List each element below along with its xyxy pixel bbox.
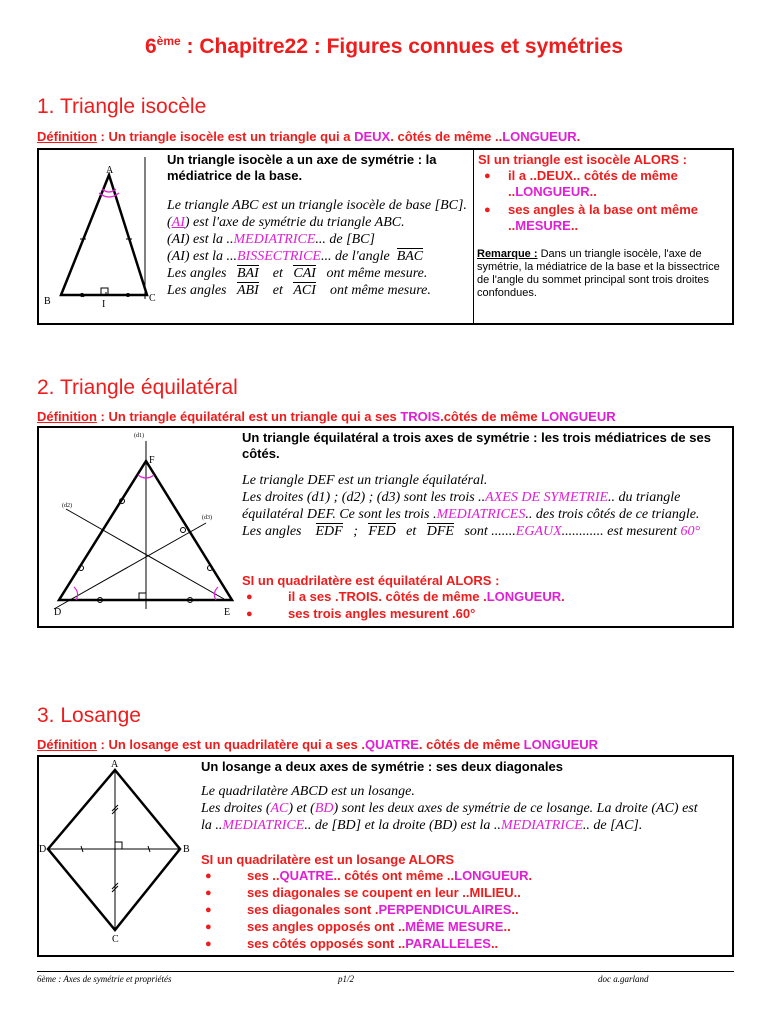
section1-definition: Définition : Un triangle isocèle est un triangle qui a DEUX. côtés de même ..LONGUEUR. [37,129,581,144]
vertex-label-b: B [183,844,190,855]
vertex-label-a: A [111,759,119,770]
rhombus-figure [38,756,198,956]
rhombus-axis-text: Un losange a deux axes de symétrie : ses deux diagonales [201,759,563,774]
isosceles-remark: Remarque : Dans un triangle isocèle, l'axe de symétrie, la médiatrice de la base et la bissectrice de l'angle du sommet principal sont trois droites confondues. [477,248,720,299]
equilateral-properties-list [242,589,722,622]
list-item: ● ses ..QUATRE.. côtés ont même ..LONGUEUR. [201,868,701,884]
section3-definition: Définition : Un losange est un quadrilatère qui a ses .QUATRE. côtés de même LONGUEUR [37,737,599,752]
page-title: 6ème : Chapitre22 : Figures connues et symétries [144,34,624,58]
list-item: ● ses côtés opposés sont ..PARALLELES.. [201,936,701,952]
list-item: ● ses diagonales se coupent en leur ..MILIEU.. [201,885,701,901]
vertex-label-a: A [106,165,114,176]
rhombus-properties-list [201,868,701,952]
list-item: ● ses angles à la base ont même ..MESURE.. [480,202,730,234]
footer-left: 6ème : Axes de symétrie et propriétés [37,974,172,984]
list-item: ● ses angles opposés ont ..MÊME MESURE.. [201,919,701,935]
isosceles-properties-list [480,168,730,234]
vertex-label-e: E [224,607,231,618]
section1-heading: 1. Triangle isocèle [37,95,207,118]
section2-definition: Définition : Un triangle équilatéral est un triangle qui a ses TROIS.côtés de même LONGUEUR [37,409,616,424]
equilateral-si-heading: SI un quadrilatère est équilatéral ALORS : [242,573,500,588]
section2-heading: 2. Triangle équilatéral [37,376,238,399]
list-item: ● ses trois angles mesurent .60° [242,606,722,622]
vertex-label-d: D [39,844,47,855]
rhombus-si-heading: SI un quadrilatère est un losange ALORS [201,852,455,867]
axis-label-d3: (d3) [202,515,212,521]
vertex-label-b: B [44,296,51,307]
isosceles-description: Le triangle ABC est un triangle isocèle de base [BC]. (AI) est l'axe de symétrie du triangle ABC. (AI) est la ..MEDIATRICE... de [BC] (AI) est la ...BISSECTRICE... de l'angle BAC Les angles BAI et CAI ont même mesure. Les angles ABI et ACI ont même mesure. [167,198,467,298]
list-item: ● il a ..DEUX.. côtés de même ..LONGUEUR.. [480,168,730,200]
list-item: ● il a ses .TROIS. côtés de même .LONGUEUR. [242,589,722,605]
isosceles-axis-text: Un triangle isocèle a un axe de symétrie : la médiatrice de la base. [167,152,437,183]
isosceles-triangle-figure [38,149,164,324]
rhombus-description: Le quadrilatère ABCD est un losange. Les droites (AC) et (BD) sont les deux axes de symétrie de ce losange. La droite (AC) est la ..MEDIATRICE.. de [BD] et la droite (BD) est la ..MEDIATRICE.. de [AC]. [201,784,698,833]
axis-label-d1: (d1) [134,433,144,439]
footer-right: doc a.garland [598,974,649,984]
equilateral-axis-text: Un triangle équilatéral a trois axes de symétrie : les trois médiatrices de ses côtés. [242,430,711,461]
section3-heading: 3. Losange [37,704,141,727]
axis-label-d2: (d2) [62,503,72,509]
equilateral-description: Le triangle DEF est un triangle équilatéral. Les droites (d1) ; (d2) ; (d3) sont les trois ..AXES DE SYMETRIE.. du triangle équilatéral DEF. Ce sont les trois .MEDIATRICES.. des trois côtés de ce triangle. Les angles EDF ; FED et DFE sont .......EGAUX............ est mesurent 60° [242,473,701,539]
list-item: ● ses diagonales sont .PERPENDICULAIRES.. [201,902,701,918]
section1-divider [473,149,474,324]
vertex-label-c: C [112,934,119,945]
footer-page-number: p1/2 [338,974,355,984]
vertex-label-c: C [149,293,156,304]
vertex-label-f: F [149,455,155,466]
point-label-i: I [102,299,106,310]
equilateral-triangle-figure [38,427,238,627]
footer-rule [37,971,734,972]
vertex-label-d: D [54,607,62,618]
isosceles-si-heading: SI un triangle est isocèle ALORS : [478,152,688,167]
